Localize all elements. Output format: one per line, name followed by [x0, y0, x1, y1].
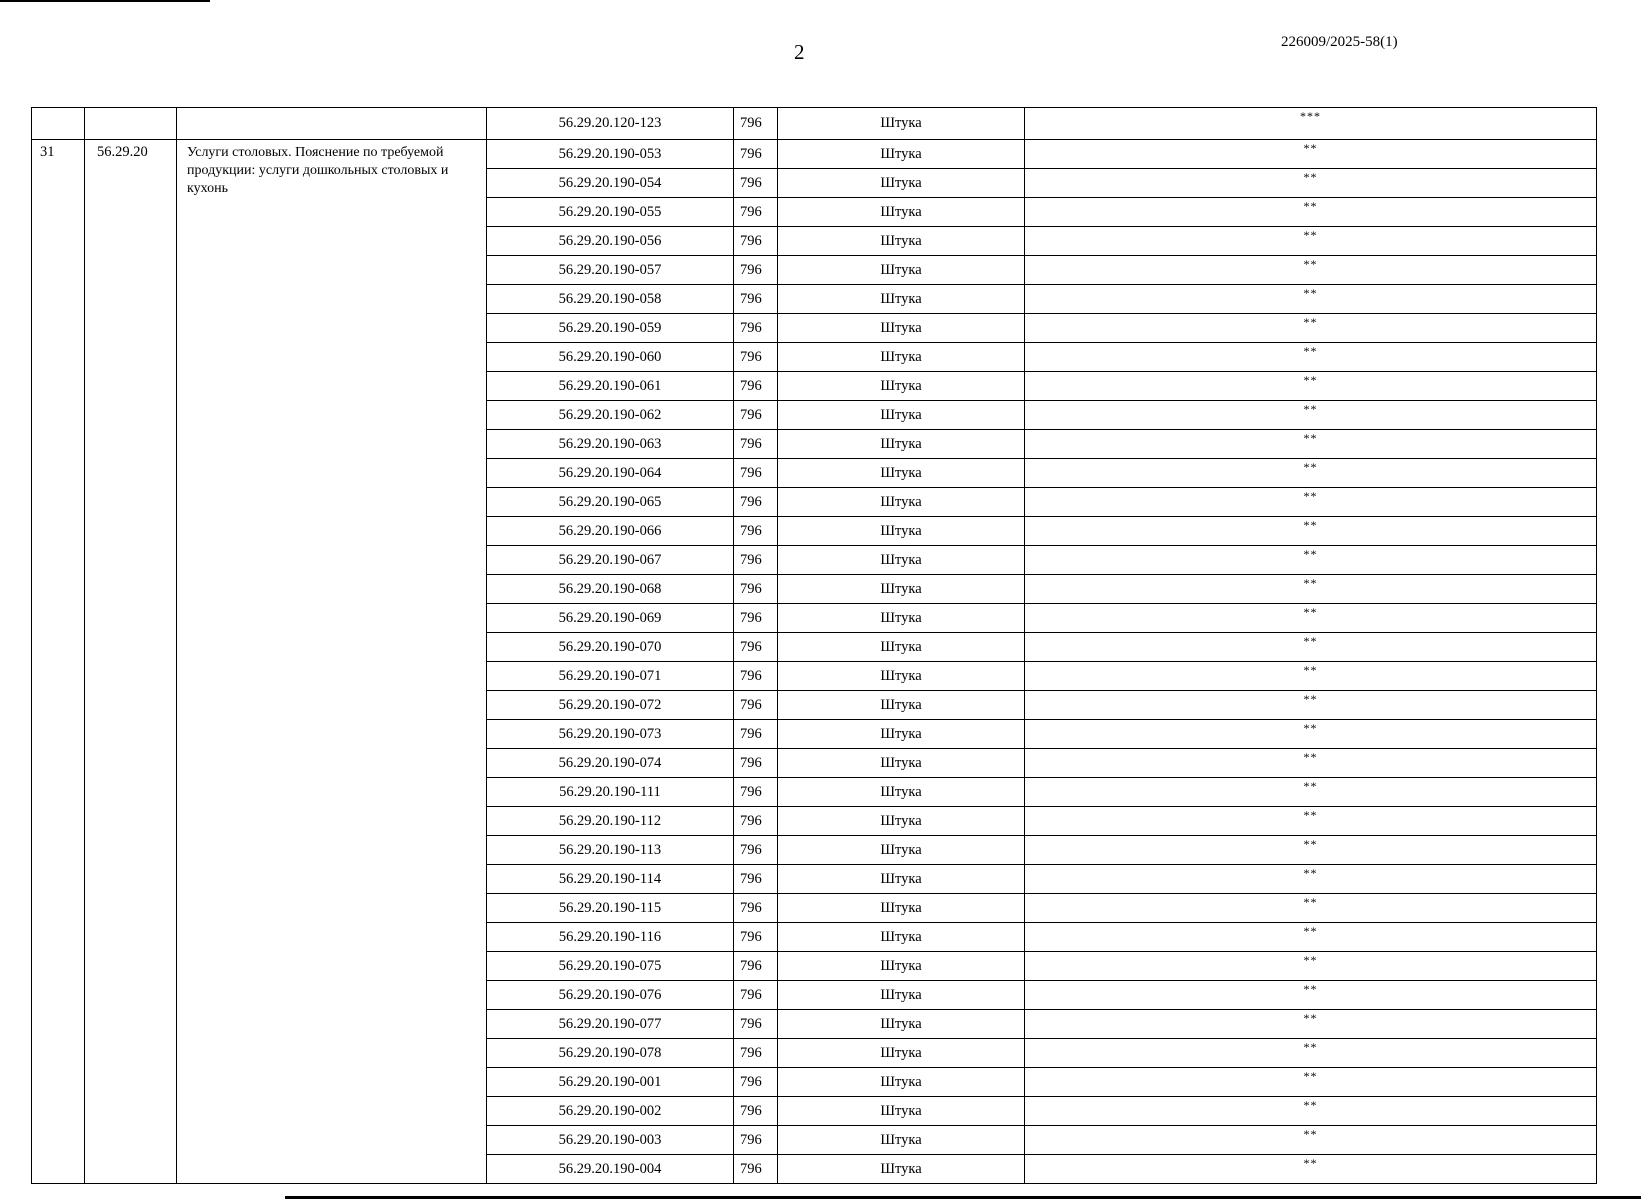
page-number: 2: [794, 40, 805, 64]
unit-name: Штука: [778, 169, 1025, 198]
ktru-code: 56.29.20.190-073: [487, 720, 734, 749]
unit-name: Штука: [778, 720, 1025, 749]
empty-cell: [177, 108, 487, 140]
note-mark: **: [1025, 691, 1597, 720]
unit-name: Штука: [778, 865, 1025, 894]
okei-code: 796: [734, 430, 778, 459]
unit-name: Штука: [778, 691, 1025, 720]
unit-name: Штука: [778, 778, 1025, 807]
okei-code: 796: [734, 488, 778, 517]
ktru-code: 56.29.20.190-114: [487, 865, 734, 894]
row-number: 31: [32, 140, 85, 1184]
okei-code: 796: [734, 108, 778, 140]
item-name: Услуги столовых. Пояснение по требуемой продукции: услуги дошкольных столовых и кухонь: [177, 140, 487, 1184]
empty-cell: [85, 108, 177, 140]
ktru-code: 56.29.20.190-071: [487, 662, 734, 691]
ktru-code: 56.29.20.190-056: [487, 227, 734, 256]
note-mark: **: [1025, 285, 1597, 314]
document-number: 226009/2025-58(1): [1281, 34, 1398, 50]
note-mark: **: [1025, 546, 1597, 575]
note-mark: **: [1025, 923, 1597, 952]
ktru-code: 56.29.20.190-002: [487, 1097, 734, 1126]
note-mark: **: [1025, 314, 1597, 343]
okei-code: 796: [734, 314, 778, 343]
okei-code: 796: [734, 372, 778, 401]
okei-code: 796: [734, 1039, 778, 1068]
ktru-code: 56.29.20.190-112: [487, 807, 734, 836]
okei-code: 796: [734, 198, 778, 227]
okei-code: 796: [734, 836, 778, 865]
note-mark: **: [1025, 1126, 1597, 1155]
ktru-code: 56.29.20.190-064: [487, 459, 734, 488]
okei-code: 796: [734, 749, 778, 778]
ktru-code: 56.29.20.190-075: [487, 952, 734, 981]
unit-name: Штука: [778, 343, 1025, 372]
unit-name: Штука: [778, 575, 1025, 604]
unit-name: Штука: [778, 256, 1025, 285]
unit-name: Штука: [778, 633, 1025, 662]
unit-name: Штука: [778, 459, 1025, 488]
ktru-code: 56.29.20.190-116: [487, 923, 734, 952]
unit-name: Штука: [778, 749, 1025, 778]
note-mark: **: [1025, 778, 1597, 807]
ktru-code: 56.29.20.190-065: [487, 488, 734, 517]
note-mark: **: [1025, 372, 1597, 401]
okei-code: 796: [734, 865, 778, 894]
unit-name: Штука: [778, 1155, 1025, 1184]
empty-cell: [32, 108, 85, 140]
ktru-code: 56.29.20.190-074: [487, 749, 734, 778]
ktru-code: 56.29.20.190-058: [487, 285, 734, 314]
unit-name: Штука: [778, 981, 1025, 1010]
okei-code: 796: [734, 546, 778, 575]
ktru-code: 56.29.20.190-003: [487, 1126, 734, 1155]
ktru-code: 56.29.20.190-069: [487, 604, 734, 633]
note-mark: **: [1025, 140, 1597, 169]
note-mark: **: [1025, 1068, 1597, 1097]
ktru-code: 56.29.20.190-061: [487, 372, 734, 401]
note-mark: **: [1025, 256, 1597, 285]
ktru-code: 56.29.20.190-062: [487, 401, 734, 430]
ktru-code: 56.29.20.190-076: [487, 981, 734, 1010]
okei-code: 796: [734, 343, 778, 372]
okei-code: 796: [734, 981, 778, 1010]
note-mark: **: [1025, 604, 1597, 633]
okei-code: 796: [734, 1097, 778, 1126]
note-mark: **: [1025, 807, 1597, 836]
note-mark: **: [1025, 1155, 1597, 1184]
okei-code: 796: [734, 952, 778, 981]
table-row: [32, 140, 1597, 169]
note-mark: **: [1025, 1010, 1597, 1039]
ktru-code: 56.29.20.190-054: [487, 169, 734, 198]
unit-name: Штука: [778, 1126, 1025, 1155]
table-row: [32, 108, 1597, 140]
note-mark: **: [1025, 401, 1597, 430]
scan-bottom-edge: [285, 1196, 1641, 1199]
ktru-code: 56.29.20.190-060: [487, 343, 734, 372]
table-body: [32, 108, 1597, 1184]
ktru-code: 56.29.20.190-057: [487, 256, 734, 285]
unit-name: Штука: [778, 198, 1025, 227]
unit-name: Штука: [778, 923, 1025, 952]
note-mark: **: [1025, 633, 1597, 662]
note-mark: **: [1025, 865, 1597, 894]
okei-code: 796: [734, 169, 778, 198]
note-mark: **: [1025, 343, 1597, 372]
okei-code: 796: [734, 140, 778, 169]
ktru-code: 56.29.20.190-053: [487, 140, 734, 169]
unit-name: Штука: [778, 314, 1025, 343]
unit-name: Штука: [778, 285, 1025, 314]
ktru-code: 56.29.20.120-123: [487, 108, 734, 140]
unit-name: Штука: [778, 430, 1025, 459]
okei-code: 796: [734, 1155, 778, 1184]
ktru-code: 56.29.20.190-111: [487, 778, 734, 807]
unit-name: Штука: [778, 1068, 1025, 1097]
ktru-code: 56.29.20.190-004: [487, 1155, 734, 1184]
okei-code: 796: [734, 923, 778, 952]
ktru-code: 56.29.20.190-001: [487, 1068, 734, 1097]
note-mark: **: [1025, 894, 1597, 923]
note-mark: **: [1025, 517, 1597, 546]
okei-code: 796: [734, 256, 778, 285]
unit-name: Штука: [778, 401, 1025, 430]
ktru-code: 56.29.20.190-068: [487, 575, 734, 604]
ktru-code: 56.29.20.190-063: [487, 430, 734, 459]
unit-name: Штука: [778, 1039, 1025, 1068]
note-mark: ***: [1025, 108, 1597, 140]
unit-name: Штука: [778, 807, 1025, 836]
unit-name: Штука: [778, 662, 1025, 691]
ktru-code: 56.29.20.190-070: [487, 633, 734, 662]
unit-name: Штука: [778, 1097, 1025, 1126]
okei-code: 796: [734, 807, 778, 836]
okei-code: 796: [734, 1010, 778, 1039]
note-mark: **: [1025, 952, 1597, 981]
okei-code: 796: [734, 401, 778, 430]
unit-name: Штука: [778, 1010, 1025, 1039]
unit-name: Штука: [778, 227, 1025, 256]
note-mark: **: [1025, 169, 1597, 198]
note-mark: **: [1025, 575, 1597, 604]
okei-code: 796: [734, 691, 778, 720]
note-mark: **: [1025, 662, 1597, 691]
unit-name: Штука: [778, 952, 1025, 981]
ktru-code: 56.29.20.190-067: [487, 546, 734, 575]
unit-name: Штука: [778, 517, 1025, 546]
okei-code: 796: [734, 227, 778, 256]
note-mark: **: [1025, 198, 1597, 227]
ktru-code: 56.29.20.190-113: [487, 836, 734, 865]
note-mark: **: [1025, 1097, 1597, 1126]
ktru-code: 56.29.20.190-077: [487, 1010, 734, 1039]
note-mark: **: [1025, 981, 1597, 1010]
okei-code: 796: [734, 1068, 778, 1097]
unit-name: Штука: [778, 836, 1025, 865]
ktru-code: 56.29.20.190-115: [487, 894, 734, 923]
unit-name: Штука: [778, 140, 1025, 169]
note-mark: **: [1025, 459, 1597, 488]
unit-name: Штука: [778, 372, 1025, 401]
ktru-code: 56.29.20.190-072: [487, 691, 734, 720]
unit-name: Штука: [778, 894, 1025, 923]
note-mark: **: [1025, 1039, 1597, 1068]
okei-code: 796: [734, 575, 778, 604]
okei-code: 796: [734, 604, 778, 633]
ktru-code: 56.29.20.190-066: [487, 517, 734, 546]
unit-name: Штука: [778, 108, 1025, 140]
okei-code: 796: [734, 285, 778, 314]
procurement-items-table: [31, 107, 1597, 1184]
okei-code: 796: [734, 894, 778, 923]
note-mark: **: [1025, 227, 1597, 256]
ktru-code: 56.29.20.190-078: [487, 1039, 734, 1068]
ktru-code: 56.29.20.190-055: [487, 198, 734, 227]
scan-top-edge: [0, 0, 210, 2]
note-mark: **: [1025, 430, 1597, 459]
okei-code: 796: [734, 633, 778, 662]
unit-name: Штука: [778, 604, 1025, 633]
ktru-code: 56.29.20.190-059: [487, 314, 734, 343]
unit-name: Штука: [778, 546, 1025, 575]
okpd2-code: 56.29.20: [85, 140, 177, 1184]
okei-code: 796: [734, 720, 778, 749]
note-mark: **: [1025, 720, 1597, 749]
note-mark: **: [1025, 836, 1597, 865]
okei-code: 796: [734, 459, 778, 488]
unit-name: Штука: [778, 488, 1025, 517]
note-mark: **: [1025, 749, 1597, 778]
okei-code: 796: [734, 662, 778, 691]
okei-code: 796: [734, 517, 778, 546]
okei-code: 796: [734, 1126, 778, 1155]
okei-code: 796: [734, 778, 778, 807]
note-mark: **: [1025, 488, 1597, 517]
